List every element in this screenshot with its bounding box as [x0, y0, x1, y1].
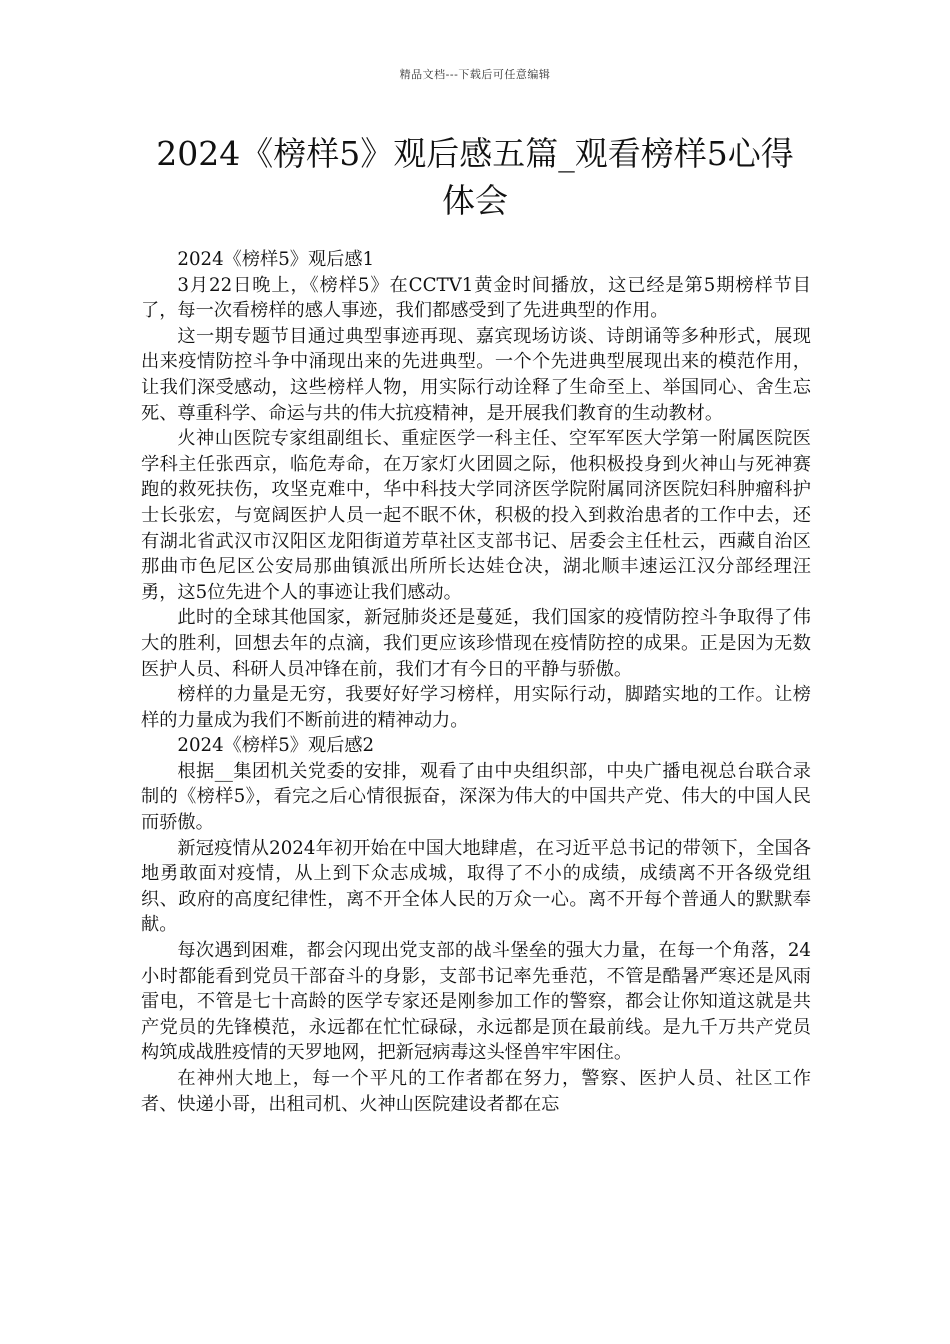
paragraph: 在神州大地上，每一个平凡的工作者都在努力，警察、医护人员、社区工作者、快递小哥，出租司机、火神山医院建设者都在忘 — [141, 1068, 811, 1115]
paragraph: 榜样的力量是无穷，我要好好学习榜样，用实际行动，脚踏实地的工作。让榜样的力量成为我们不断前进的精神动力。 — [141, 684, 811, 731]
document-body — [141, 247, 811, 1117]
header-note: 精品文档---下载后可任意编辑 — [399, 68, 551, 81]
section-heading-2: 2024《榜样5》观后感2 — [177, 735, 375, 757]
paragraph: 这一期专题节目通过典型事迹再现、嘉宾现场访谈、诗朗诵等多种形式，展现出来疫情防控斗争中涌现出来的先进典型。一个个先进典型展现出来的模范作用，让我们深受感动，这些榜样人物，用实际行动诠释了生命至上、举国同心、舍生忘死、尊重科学、命运与共的伟大抗疫精神，是开展我们教育的生动教材。 — [141, 325, 811, 424]
section-heading-1: 2024《榜样5》观后感1 — [177, 249, 375, 270]
paragraph: 新冠疫情从2024年初开始在中国大地肆虐，在习近平总书记的带领下，全国各地勇敢面对疫情，从上到下众志成城，取得了不小的成绩，成绩离不开各级党组织、政府的高度纪律性，离不开全体人民的万众一心。离不开每个普通人的默默奉献。 — [141, 837, 811, 936]
paragraph: 3月22日晚上，《榜样5》在CCTV1黄金时间播放，这已经是第5期榜样节目了，每一次看榜样的感人事迹，我们都感受到了先进典型的作用。 — [141, 274, 811, 322]
paragraph: 火神山医院专家组副组长、重症医学一科主任、空军军医大学第一附属医院医学科主任张西京，临危寿命，在万家灯火团圆之际，他积极投身到火神山与死神赛跑的救死扶伤，攻坚克难中，华中科技大学同济医学院附属同济医院妇科肿瘤科护士长张宏，与宽阔医护人员一起不眠不休，积极的投入到救治患者的工作中去，还有湖北省武汉市汉阳区龙阳街道芳草社区支部书记、居委会主任杜云，西藏自治区那曲市色尼区公安局那曲镇派出所所长达娃仓决，湖北顺丰速运江汉分部经理汪勇，这5位先进个人的事迹让我们感动。 — [141, 428, 811, 603]
paragraph: 此时的全球其他国家，新冠肺炎还是蔓延，我们国家的疫情防控斗争取得了伟大的胜利，回想去年的点滴，我们更应该珍惜现在疫情防控的成果。正是因为无数医护人员、科研人员冲锋在前，我们才有今日的平静与骄傲。 — [141, 607, 811, 680]
paragraph: 每次遇到困难，都会闪现出党支部的战斗堡垒的强大力量，在每一个角落，24小时都能看到党员干部奋斗的身影，支部书记率先垂范，不管是酷暑严寒还是风雨雷电，不管是七十高龄的医学专家还是刚参加工作的警察，都会让你知道这就是共产党员的先锋模范，永远都在忙忙碌碌，永远都是顶在最前线。是九千万共产党员构筑成战胜疫情的天罗地网，把新冠病毒这头怪兽牢牢困住。 — [141, 940, 811, 1064]
document-title: 2024《榜样5》观后感五篇_观看榜样5心得体会 — [156, 134, 794, 220]
paragraph: 根据__集团机关党委的安排，观看了由中央组织部，中央广播电视总台联合录制的《榜样5》，看完之后心情很振奋，深深为伟大的中国共产党、伟大的中国人民而骄傲。 — [141, 760, 811, 834]
